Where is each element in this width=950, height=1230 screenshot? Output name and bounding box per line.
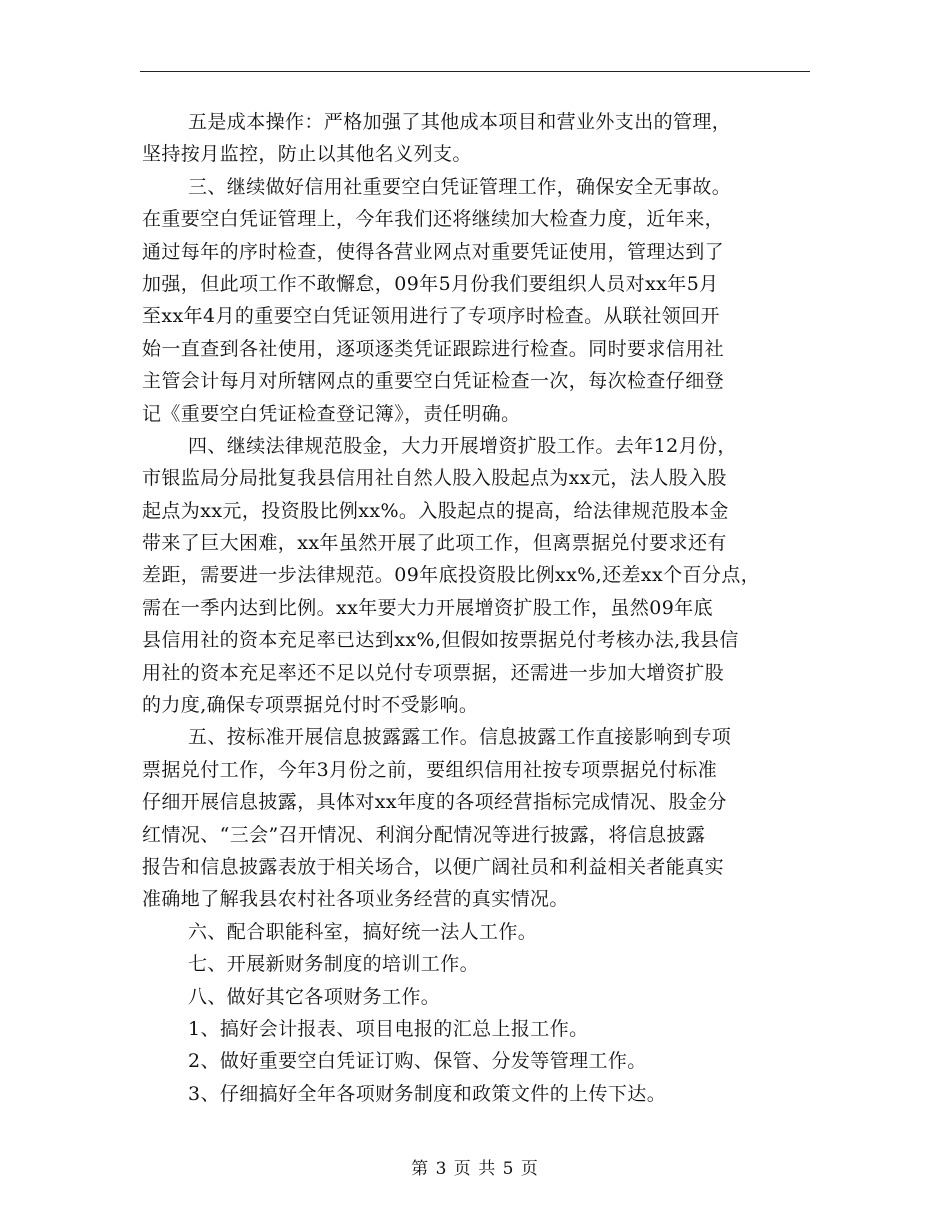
paragraph-line: 准确地了解我县农村社各项业务经营的真实情况。 [142, 888, 569, 911]
paragraph-line: 市银监局分局批复我县信用社自然人股入股起点为xx元，法人股入股 [142, 467, 727, 490]
paragraph-line: 红情况、“三会”召开情况、利润分配情况等进行披露，将信息披露 [142, 823, 706, 846]
paragraph-line: 票据兑付工作，今年3月份之前，要组织信用社按专项票据兑付标准 [142, 758, 718, 781]
paragraph-line: 的力度,确保专项票据兑付时不受影响。 [142, 694, 479, 717]
section-heading-line: 六、配合职能科室，搞好统一法人工作。 [188, 920, 538, 943]
paragraph-line: 始一直查到各社使用，逐项逐类凭证跟踪进行检查。同时要求信用社 [142, 337, 725, 360]
section-heading-line: 八、做好其它各项财务工作。 [188, 985, 441, 1008]
paragraph-line: 至xx年4月的重要空白凭证领用进行了专项序时检查。从联社领回开 [142, 305, 720, 328]
paragraph-line: 带来了巨大困难，xx年虽然开展了此项工作，但离票据兑付要求还有 [142, 532, 727, 555]
list-item: 3、仔细搞好全年各项财务制度和政策文件的上传下达。 [188, 1082, 667, 1105]
paragraph-line: 通过每年的序时检查，使得各营业网点对重要凭证使用，管理达到了 [142, 240, 725, 263]
paragraph-line: 五是成本操作：严格加强了其他成本项目和营业外支出的管理， [188, 111, 732, 133]
page-number-footer: 第 3 页 共 5 页 [411, 1159, 539, 1179]
paragraph-line: 记《重要空白凭证检查登记簿》，责任明确。 [142, 402, 521, 425]
paragraph-line: 起点为xx元，投资股比例xx%。入股起点的提高，给法律规范股本金 [142, 499, 729, 522]
list-item: 1、搞好会计报表、项目电报的汇总上报工作。 [188, 1017, 589, 1040]
header-rule [140, 71, 810, 72]
section-heading-line: 七、开展新财务制度的培训工作。 [188, 953, 480, 976]
paragraph-line: 主管会计每月对所辖网点的重要空白凭证检查一次，每次检查仔细登 [142, 370, 725, 393]
section-heading-line: 五、按标准开展信息披露露工作。信息披露工作直接影响到专项 [188, 726, 732, 749]
paragraph-line: 仔细开展信息披露，具体对xx年度的各项经营指标完成情况、股金分 [142, 791, 727, 814]
paragraph-line: 差距，需要进一步法律规范。09年底投资股比例xx%,还差xx个百分点， [142, 564, 761, 587]
document-body [142, 106, 822, 1110]
paragraph-line: 坚持按月监控，防止以其他名义列支。 [142, 143, 472, 166]
paragraph-line: 县信用社的资本充足率已达到xx%,但假如按票据兑付考核办法,我县信 [142, 629, 739, 652]
paragraph-line: 报告和信息披露表放于相关场合，以便广阔社员和利益相关者能真实 [142, 855, 725, 878]
section-heading-line: 四、继续法律规范股金，大力开展增资扩股工作。去年12月份， [188, 434, 737, 457]
section-heading-line: 三、继续做好信用社重要空白凭证管理工作，确保安全无事故。 [188, 175, 732, 198]
paragraph-line: 加强，但此项工作不敢懈怠，09年5月份我们要组织人员对xx年5月 [142, 272, 719, 295]
paragraph-line: 在重要空白凭证管理上，今年我们还将继续加大检查力度，近年来， [142, 208, 725, 231]
paragraph-line: 需在一季内达到比例。xx年要大力开展增资扩股工作，虽然09年底 [142, 596, 714, 619]
paragraph-line: 用社的资本充足率还不足以兑付专项票据，还需进一步加大增资扩股 [142, 661, 725, 684]
list-item: 2、做好重要空白凭证订购、保管、分发等管理工作。 [188, 1050, 647, 1073]
